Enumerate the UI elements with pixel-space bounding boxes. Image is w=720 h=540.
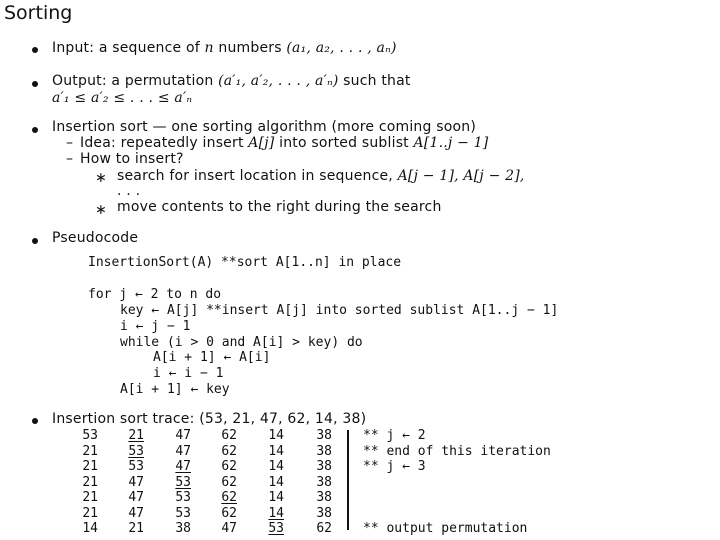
trace-cell: 21 xyxy=(128,521,144,536)
search-math: A[j − 1], A[j − 2], xyxy=(397,168,525,184)
pseudo-line-8: A[i + 1] ← key xyxy=(120,382,230,397)
trace-cell: 62 xyxy=(221,490,237,505)
trace-cell: 38 xyxy=(316,459,332,474)
trace-cell: 47 xyxy=(175,443,191,459)
trace-cell: 14 xyxy=(268,505,284,521)
trace-cell: 47 xyxy=(128,474,144,490)
pseudo-line-4: i ← j − 1 xyxy=(120,319,191,334)
trace-cell: 21 xyxy=(82,505,98,521)
move-line: move contents to the right during the search xyxy=(117,199,442,215)
trace-cell: 38 xyxy=(316,428,332,443)
trace-cell: 53 xyxy=(268,521,284,536)
idea-mid: into sorted sublist xyxy=(274,135,414,151)
idea-line xyxy=(80,135,488,151)
search-text: search for insert location in sequence, xyxy=(117,168,398,184)
trace-cell: 62 xyxy=(221,505,237,521)
trace-cell: 38 xyxy=(316,490,332,505)
trace-cell: 14 xyxy=(268,459,284,474)
trace-cell: 14 xyxy=(268,474,284,490)
input-sequence: (a₁, a₂, . . . , aₙ) xyxy=(286,40,397,56)
trace-cell: 62 xyxy=(316,521,332,536)
pseudo-line-1: InsertionSort(A) **sort A[1..n] in place xyxy=(88,255,402,270)
trace-heading: Insertion sort trace: (53, 21, 47, 62, 14, 38) xyxy=(52,411,367,427)
trace-cell: 14 xyxy=(82,521,98,536)
bullet-pseudocode xyxy=(32,238,38,244)
star-move: ∗ xyxy=(95,202,107,218)
output-rest: such that xyxy=(338,73,411,89)
dash-idea: – xyxy=(66,135,73,151)
trace-cell: 53 xyxy=(175,474,191,490)
trace-cell: 62 xyxy=(221,428,237,443)
input-rest: numbers xyxy=(213,40,287,56)
pseudo-line-7: i ← i − 1 xyxy=(153,366,224,381)
trace-cell: 38 xyxy=(316,474,332,490)
trace-cell: 38 xyxy=(316,505,332,521)
trace-cell: 14 xyxy=(268,428,284,443)
trace-comment: ** output permutation xyxy=(363,521,528,536)
trace-cell: 21 xyxy=(82,490,98,505)
bullet-input xyxy=(32,47,38,53)
trace-cell: 38 xyxy=(175,521,191,536)
idea-sublist: A[1..j − 1] xyxy=(413,135,489,151)
search-line xyxy=(117,168,525,184)
idea-text: Idea: repeatedly insert xyxy=(80,135,249,151)
output-line xyxy=(52,73,411,89)
pseudo-line-2: for j ← 2 to n do xyxy=(88,287,222,302)
input-n: n xyxy=(204,40,214,56)
search-ellipsis: . . . xyxy=(117,183,141,199)
input-text: Input: a sequence of xyxy=(52,40,205,56)
trace-comment: ** end of this iteration xyxy=(363,443,551,459)
trace-cell: 62 xyxy=(221,443,237,459)
pseudo-line-6: A[i + 1] ← A[i] xyxy=(153,350,271,365)
output-text: Output: a permutation xyxy=(52,73,219,89)
trace-cell: 47 xyxy=(175,459,191,474)
star-search: ∗ xyxy=(95,170,107,186)
trace-cell: 53 xyxy=(82,428,98,443)
bullet-output xyxy=(32,81,38,87)
pseudocode-heading: Pseudocode xyxy=(52,230,139,246)
trace-cell: 21 xyxy=(82,474,98,490)
slide-title: Sorting xyxy=(4,2,73,24)
how-line: How to insert? xyxy=(80,151,184,167)
pseudo-line-3: key ← A[j] **insert A[j] into sorted sublist A[1..j − 1] xyxy=(120,303,559,318)
trace-cell: 14 xyxy=(268,443,284,459)
trace-cell: 53 xyxy=(175,505,191,521)
pseudo-line-5: while (i > 0 and A[i] > key) do xyxy=(120,335,363,350)
trace-cell: 21 xyxy=(82,443,98,459)
trace-cell: 62 xyxy=(221,459,237,474)
trace-cell: 53 xyxy=(128,459,144,474)
trace-cell: 47 xyxy=(175,428,191,443)
trace-cell: 53 xyxy=(128,443,144,459)
insertion-heading: Insertion sort — one sorting algorithm (more coming soon) xyxy=(52,119,476,135)
trace-divider xyxy=(347,430,349,530)
trace-comment: ** j ← 2 xyxy=(363,428,426,443)
dash-how: – xyxy=(66,151,73,167)
trace-cell: 53 xyxy=(175,490,191,505)
input-line xyxy=(52,40,397,56)
bullet-insertion xyxy=(32,127,38,133)
trace-cell: 38 xyxy=(316,443,332,459)
output-condition: a′₁ ≤ a′₂ ≤ . . . ≤ a′ₙ xyxy=(52,90,193,106)
trace-cell: 21 xyxy=(128,428,144,443)
trace-comment: ** j ← 3 xyxy=(363,459,426,474)
trace-cell: 47 xyxy=(128,505,144,521)
trace-cell: 21 xyxy=(82,459,98,474)
bullet-trace xyxy=(32,418,38,424)
output-permutation: (a′₁, a′₂, . . . , a′ₙ) xyxy=(218,73,339,89)
idea-aj: A[j] xyxy=(248,135,275,151)
trace-cell: 62 xyxy=(221,474,237,490)
trace-cell: 14 xyxy=(268,490,284,505)
trace-cell: 47 xyxy=(221,521,237,536)
trace-cell: 47 xyxy=(128,490,144,505)
